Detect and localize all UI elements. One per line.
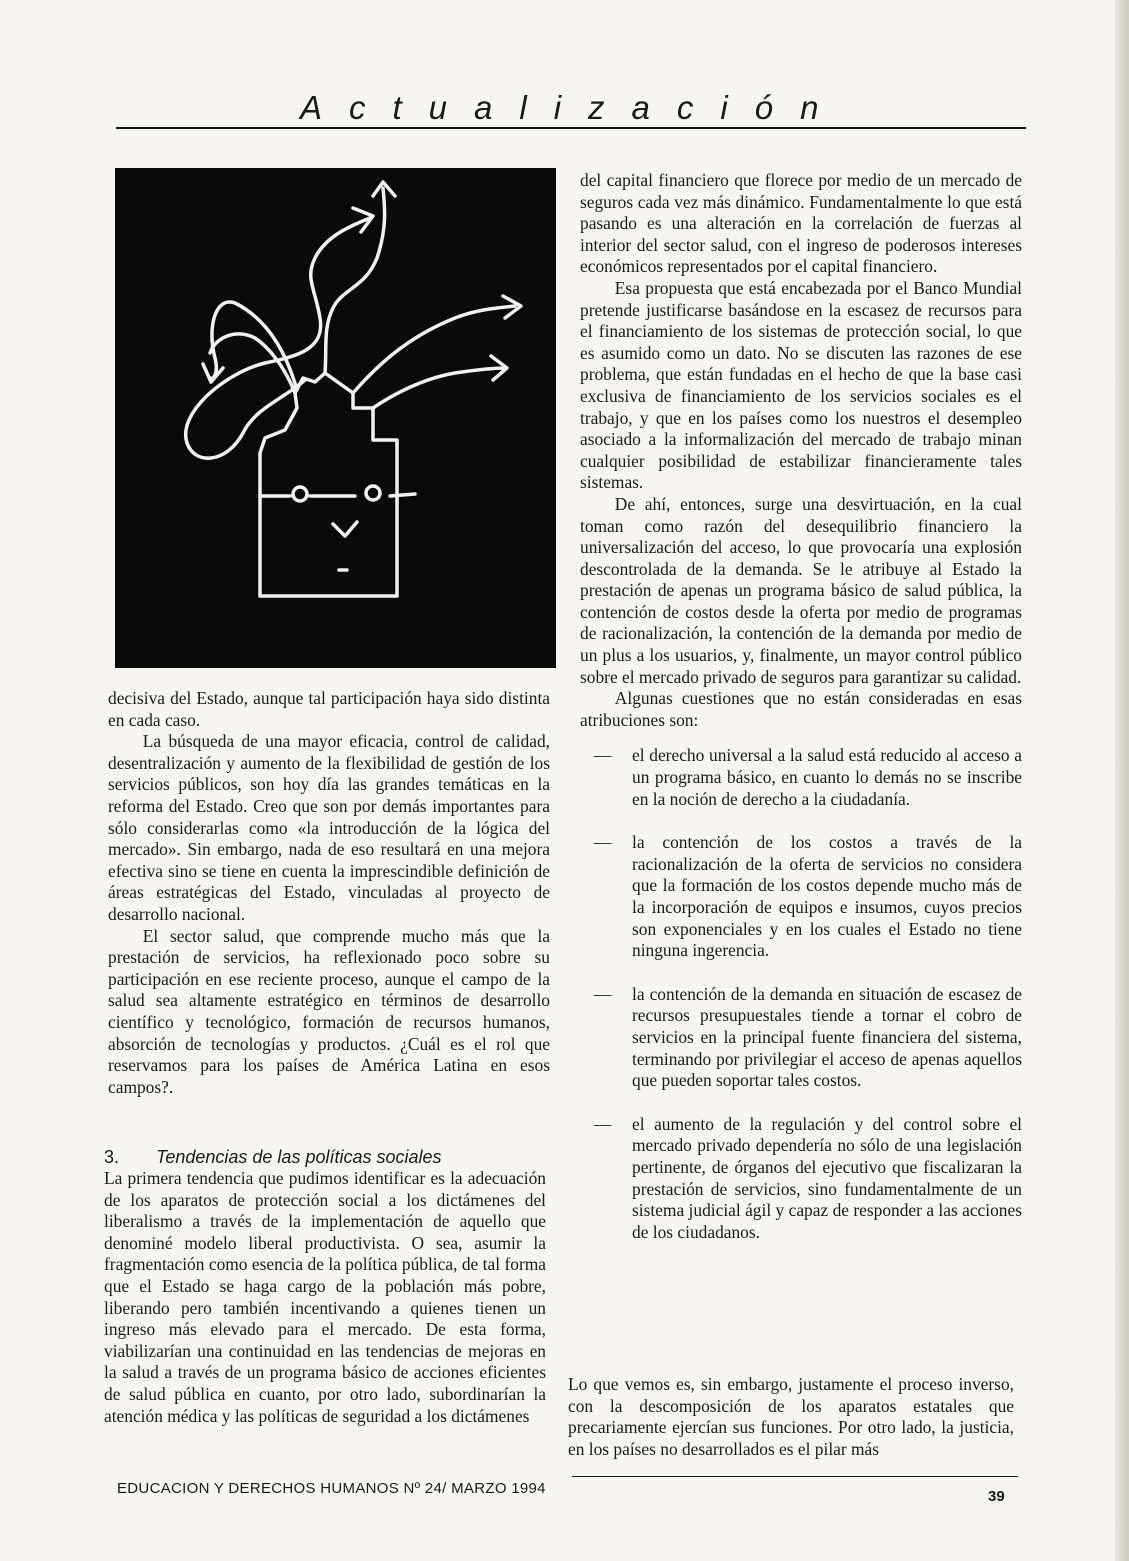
section-heading [104, 1146, 546, 1168]
header-rule [116, 127, 1026, 129]
bullet-dash: — [594, 745, 612, 766]
paragraph: De ahí, entonces, surge una desvirtuación, en la cual toman como razón del desequilibrio financiero la universalización del acceso, lo que provocaría una explosión descontrolada de la demanda. Se le atribuye al Estado la prestación de apenas un programa básico de salud pública, la contención de costos desde la oferta por medio de programas de racionalización, la contención de la demanda por medio de un plus a los usuarios, y, finalmente, un mayor control público sobre el mercado privado de seguros para garantizar su calidad. [580, 493, 1022, 687]
left-column-top [108, 688, 550, 1098]
bullet-text: el aumento de la regulación y del control sobre el mercado privado dependería no sólo de una legislación pertinente, de órganos del ejecutivo que fiscalizaran la prestación de servicios, sino fundamentalmente de un sistema judicial ágil y capaz de responder a las acciones de los ciudadanos. [632, 1113, 1022, 1242]
bullet-text: el derecho universal a la salud está reducido al acceso a un programa básico, en cuanto lo demás no se inscribe en la noción de derecho a la ciudadanía. [632, 745, 1022, 809]
bullet-list [580, 745, 1022, 1243]
left-column-section [104, 1146, 546, 1427]
figure-with-arrows-illustration [115, 168, 556, 668]
bullet-dash: — [594, 983, 612, 1004]
paragraph: Lo que vemos es, sin embargo, justamente el proceso inverso, con la descomposición de los aparatos estatales que precariamente ejercían sus funciones. Por otro lado, la justicia, en los países no desarrollados es el pilar más [568, 1374, 1014, 1459]
paragraph: La búsqueda de una mayor eficacia, control de calidad, desentralización y aumento de la flexibilidad de gestión de los servicios públicos, son hoy día las grandes temáticas en la reforma del Estado. Creo que son por demás importantes para sólo considerarlas como «la introducción de la lógica del mercado». Sin embargo, nada de eso resultará en una mejora efectiva sino se tiene en cuenta la imprescindible definición de áreas estratégicas del Estado, vinculadas al proyecto de desarrollo nacional. [108, 731, 550, 924]
bullet-text: la contención de los costos a través de la racionalización de la oferta de servicios no considera que la formación de los costos depende mucho más de la incorporación de equipos e insumos, cuyos precios son exponenciales y en los cuales el Estado no tiene ninguna ingerencia. [632, 832, 1022, 961]
footer-rule [572, 1476, 1018, 1477]
paragraph: La primera tendencia que pudimos identificar es la adecuación de los aparatos de protección social a los dictámenes del liberalismo a través de la implementación de aquello que denominé modelo liberal productivista. O sea, asumir la fragmentación como esencia de la política pública, de tal forma que el Estado se haga cargo de la población más pobre, liberando pero también incentivando a quienes tienen un ingreso más elevado para el mercado. De esta forma, viabilizarían una continuidad en las tendencias de mejoras en la salud a través de un programa básico de acciones eficientes de salud pública en cuanto, por otro lado, subordinarían la atención médica y las políticas de seguridad a los dictámenes [104, 1168, 546, 1426]
bullet-dash: — [594, 1113, 612, 1134]
bullet-text: la contención de la demanda en situación de escasez de recursos presupuestales tiende a tornar el cobro de servicios en la principal fuente financiera del sistema, terminando por privilegiar el acceso de apenas aquellos que pueden soportar tales costos. [632, 983, 1022, 1091]
list-item [580, 745, 1022, 810]
right-column-closing [568, 1374, 1014, 1460]
paragraph: del capital financiero que florece por medio de un mercado de seguros cada vez más dinámico. Fundamentalmente lo que está pasando es una alteración en la correlación de fuerzas al interior del sector salud, con el ingreso de poderosos intereses económicos representados por el capital financiero. [580, 170, 1022, 277]
section-header-title: Actualización [300, 89, 846, 126]
paragraph: El sector salud, que comprende mucho más que la prestación de servicios, ha reflexionado poco sobre su participación en ese reciente proceso, aunque el campo de la salud sea altamente estratégico en términos de desarrollo científico y tecnológico, formación de recursos humanos, absorción de tecnologías y productos. ¿Cuál es el rol que reservamos para los países de América Latina en esos campos?. [108, 925, 550, 1097]
paragraph: decisiva del Estado, aunque tal participación haya sido distinta en cada caso. [108, 688, 550, 730]
footer-publication: EDUCACION Y DERECHOS HUMANOS Nº 24/ MARZO 1994 [117, 1480, 546, 1497]
bullet-dash: — [594, 832, 612, 853]
list-item [580, 1114, 1022, 1244]
right-column [580, 170, 1022, 1265]
section-title: Tendencias de las políticas sociales [156, 1147, 442, 1167]
paragraph: Algunas cuestiones que no están consideradas en esas atribuciones son: [580, 688, 1022, 730]
list-item [580, 832, 1022, 962]
paragraph: Esa propuesta que está encabezada por el Banco Mundial pretende justificarse basándose en la escasez de recursos para el financiamiento de los sistemas de protección social, lo que es asumido como un dato. No se discuten las razones de ese problema, que están fundadas en el hecho de que la base casi exclusiva de financiamiento de los servicios sociales es el trabajo, y que en los países como los nuestros el desempleo asociado a la informalización del mercado de trabajo minan cualquier posibilidad de estabilizar financieramente tales sistemas. [580, 277, 1022, 493]
list-item [580, 984, 1022, 1092]
page-edge [1115, 0, 1129, 1561]
section-number: 3. [104, 1147, 120, 1167]
page-number: 39 [988, 1488, 1005, 1505]
